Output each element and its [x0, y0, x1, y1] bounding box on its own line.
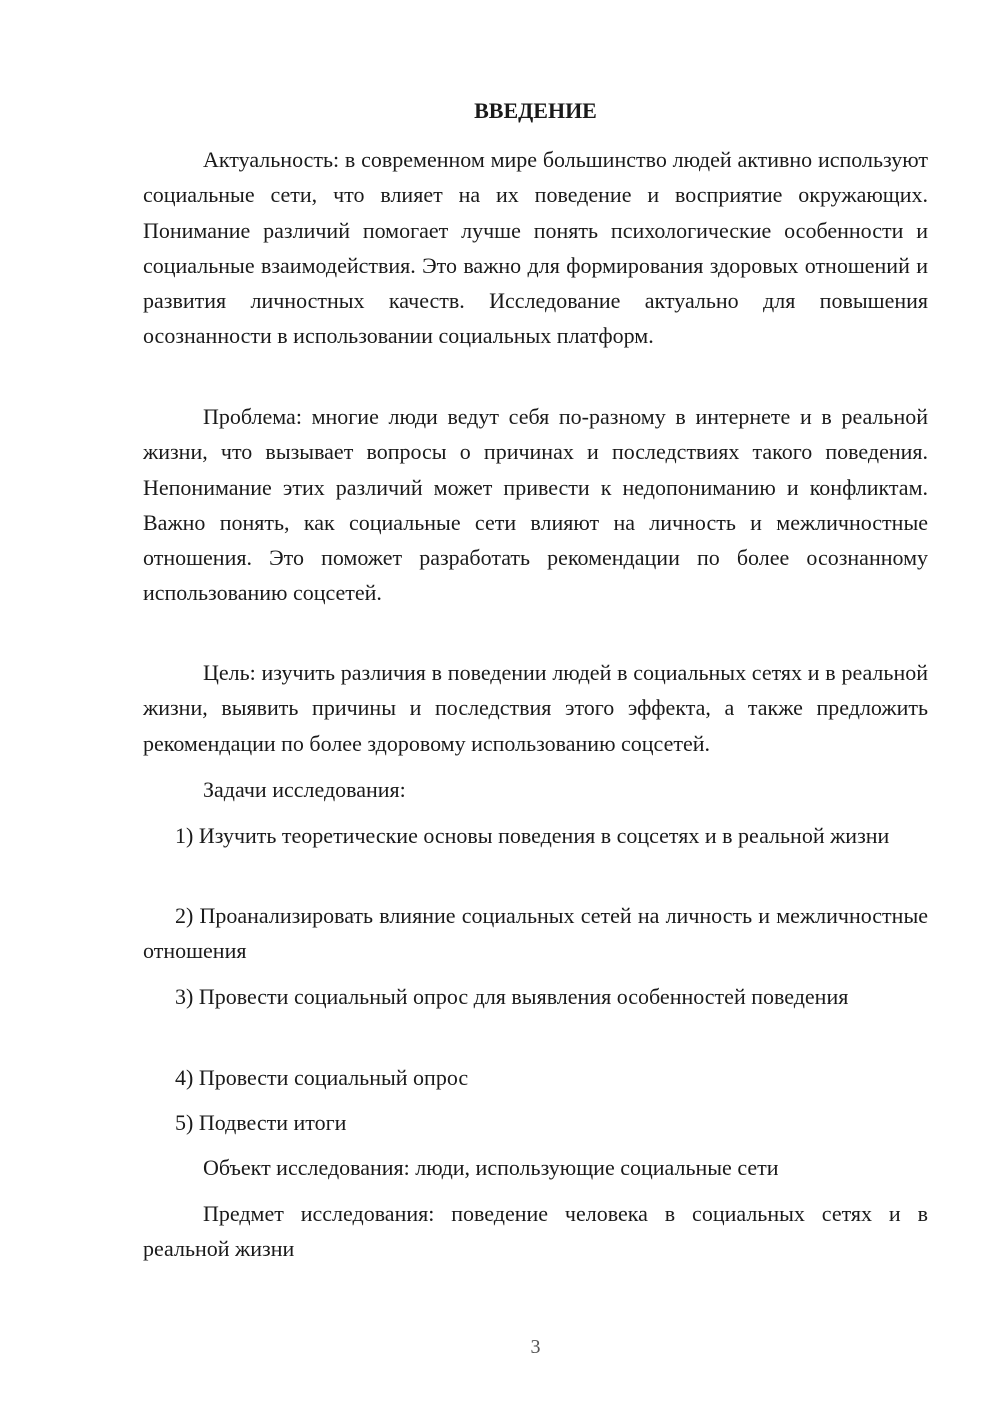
- task-item-5: 5) Подвести итоги: [175, 1110, 347, 1135]
- task-item-4: 4) Провести социальный опрос: [175, 1065, 469, 1090]
- paragraph-object: Объект исследования: люди, использующие социальные сети: [203, 1155, 779, 1180]
- task-item-2: 2) Проанализировать влияние социальных сетей на личность и межличностные отношения: [143, 903, 928, 964]
- paragraph-problem: Проблема: многие люди ведут себя по-разному в интернете и в реальной жизни, что вызывает вопросы о причинах и последствиях такого поведения. Непонимание этих различий может привести к недопониманию и конфликтам. Важно понять, как социальные сети влияют на личность и межличностные отношения. Это поможет разработать рекомендации по более осознанному использованию соцсетей.: [143, 404, 928, 606]
- page-number: 3: [530, 1336, 541, 1358]
- paragraph-relevance: Актуальность: в современном мире большинство людей активно используют социальные сети, что влияет на их поведение и восприятие окружающих. Понимание различий помогает лучше понять психологические особенности и социальные взаимодействия. Это важно для формирования здоровых отношений и развития личностных качеств. Исследование актуально для повышения осознанности в использовании социальных платформ.: [143, 147, 928, 349]
- task-item-1: 1) Изучить теоретические основы поведения в соцсетях и в реальной жизни: [175, 823, 890, 848]
- section-heading: ВВЕДЕНИЕ: [474, 98, 597, 123]
- paragraph-subject: Предмет исследования: поведение человека в социальных сетях и в реальной жизни: [143, 1201, 928, 1262]
- paragraph-goal: Цель: изучить различия в поведении людей в социальных сетях и в реальной жизни, выявить причины и последствия этого эффекта, а также предложить рекомендации по более здоровому использованию соцсетей.: [143, 660, 928, 756]
- paragraph-tasks-intro: Задачи исследования:: [203, 777, 406, 802]
- task-item-3: 3) Провести социальный опрос для выявления особенностей поведения: [175, 984, 849, 1009]
- document-page: [143, 0, 928, 1414]
